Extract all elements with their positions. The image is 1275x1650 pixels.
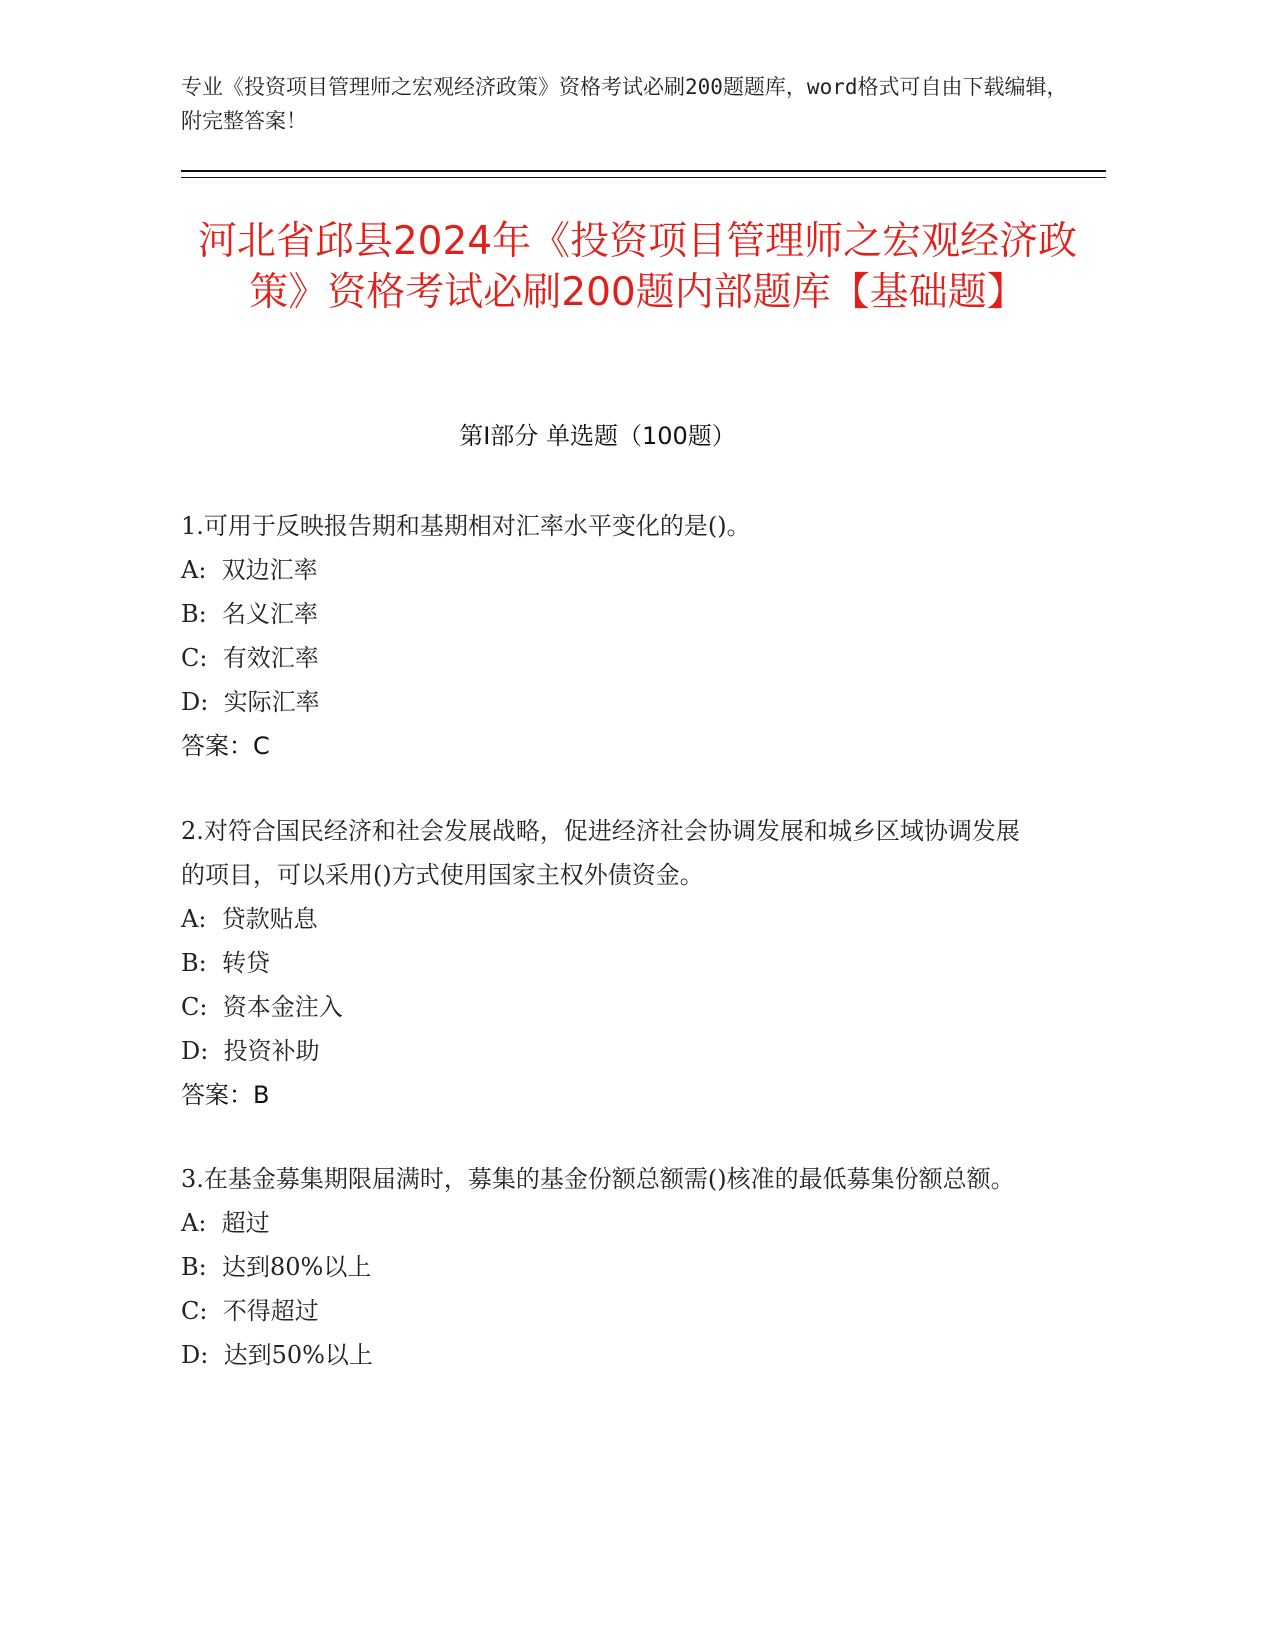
document-title: 河北省邱县2024年《投资项目管理师之宏观经济政策》资格考试必刷200题内部题库【基础题】: [197, 219, 1078, 315]
option-a: A: 双边汇率: [181, 556, 318, 584]
answer-line: 答案：C: [181, 732, 270, 760]
answer-line: 答案：B: [181, 1081, 270, 1109]
option-a: A: 贷款贴息: [181, 905, 318, 933]
option-b: B: 转贷: [181, 949, 270, 977]
section-heading: 第Ⅰ部分 单选题（100题）: [459, 422, 736, 450]
option-b: B: 达到80%以上: [181, 1253, 372, 1281]
question-stem: 2.对符合国民经济和社会发展战略，促进经济社会协调发展和城乡区域协调发展的项目，可以采用()方式使用国家主权外债资金。: [181, 817, 1020, 889]
option-b: B: 名义汇率: [181, 600, 318, 628]
option-c: C: 有效汇率: [181, 644, 319, 672]
question-1: [181, 504, 1041, 768]
question-2: [181, 809, 1041, 1117]
header-divider-thin: [181, 177, 1106, 178]
option-c: C: 不得超过: [181, 1297, 319, 1325]
question-stem: 3.在基金募集期限届满时，募集的基金份额总额需()核准的最低募集份额总额。: [181, 1165, 1015, 1193]
option-c: C: 资本金注入: [181, 993, 343, 1021]
header-divider-thick: [181, 170, 1106, 172]
option-d: D: 达到50%以上: [181, 1341, 373, 1369]
option-d: D: 投资补助: [181, 1037, 320, 1065]
question-stem: 1.可用于反映报告期和基期相对汇率水平变化的是()。: [181, 512, 751, 540]
option-d: D: 实际汇率: [181, 688, 320, 716]
option-a: A: 超过: [181, 1209, 270, 1237]
header-note: 专业《投资项目管理师之宏观经济政策》资格考试必刷200题题库，word格式可自由下载编辑，附完整答案！: [181, 75, 1068, 133]
question-3: [181, 1157, 1041, 1377]
